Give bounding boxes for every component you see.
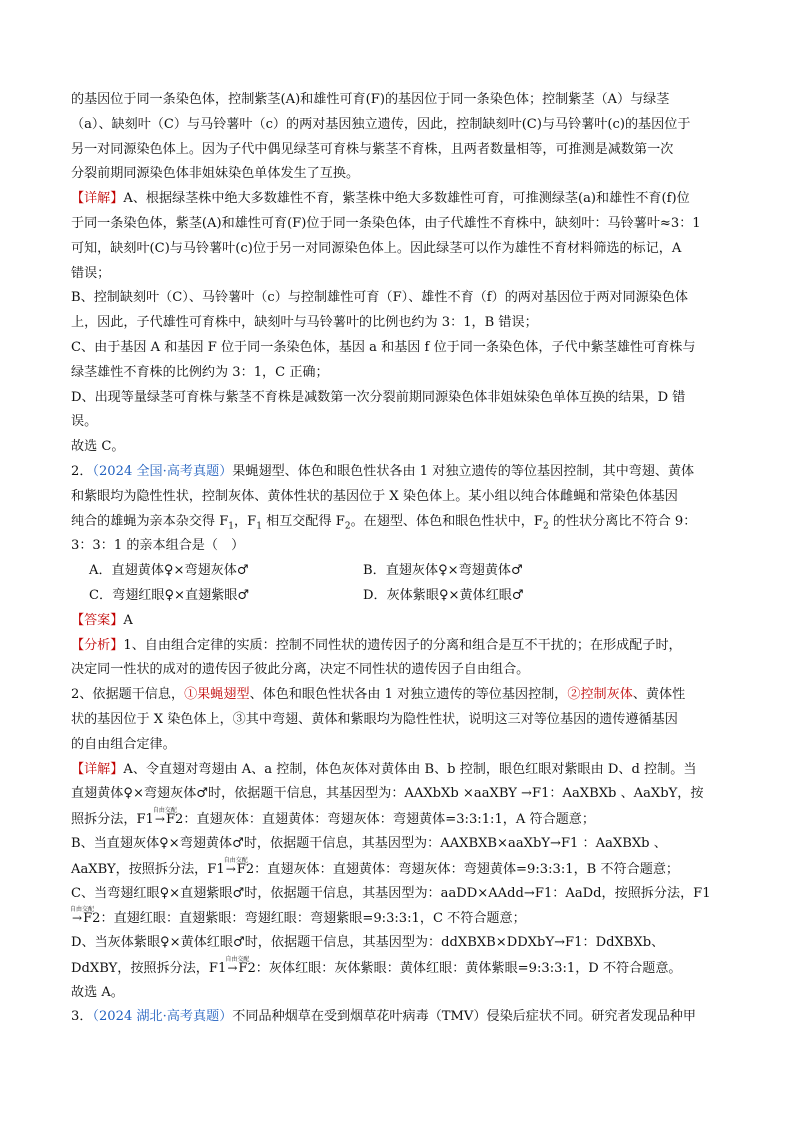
analysis-line: 决定同一性状的成对的遗传因子彼此分离，决定不同性状的遗传因子自由组合。 xyxy=(71,662,530,678)
text-line: （a）、缺刻叶（C）与马铃薯叶（c）的两对基因独立遗传，因此，控制缺刻叶(C)与马铃薯叶(c)的基因位于 xyxy=(71,116,691,132)
text-line: 的基因位于同一条染色体，控制紫茎(A)和雄性可育(F)的基因位于同一条染色体；控制紫茎（A）与绿茎 xyxy=(71,92,670,107)
analysis-line: 的自由组合定律。 xyxy=(71,736,176,752)
question-2-line: 纯合的雄蝇为亲本杂交得 $F_1$，$F_1$ 相互交配得 $F_2$。在翅型、体色和眼色性状中，$F_2$ 的性状分离比不符合 9： xyxy=(71,513,697,532)
options-row xyxy=(71,559,723,584)
text-line: 分裂前期同源染色体非姐妹染色单体发生了互换。 xyxy=(71,166,360,182)
detail-line: B、控制缺刻叶（C）、马铃薯叶（c）与控制雄性可育（F）、雄性不育（f）的两对基因位于两对同源染色体 xyxy=(71,290,689,306)
analysis-line: 2、依据题干信息，①果蝇翅型、体色和眼色性状各由 1 对独立遗传的等位基因控制，②控制灰体、黄体性 xyxy=(71,687,686,703)
text-line: 另一对同源染色体上。因为子代中偶见绿茎可育株与紫茎不育株，且两者数量相等，可推测是减数第一次 xyxy=(71,141,674,157)
detail-line: AaXBY，按照拆分法，F1 自由交配 →F2：直翅灰体：直翅黄体：弯翅灰体：弯翅黄体=9:3:3:1，B 不符合题意； xyxy=(71,857,723,882)
detail-line: 故选 A。 xyxy=(71,984,124,1000)
detail-line: 故选 C。 xyxy=(71,439,125,455)
detail-line: 误。 xyxy=(71,414,98,430)
arrow-icon: 自由交配 → xyxy=(152,807,177,827)
detail-tag: 【详解】 xyxy=(71,191,124,207)
question-number: 2． xyxy=(71,463,93,479)
question-2-line: 3：3：1 的亲本组合是（ ） xyxy=(71,538,245,554)
detail-line: C、由于基因 A 和基因 F 位于同一条染色体，基因 a 和基因 f 位于同一条染色体，子代中紫茎雄性可育株与 xyxy=(71,339,696,355)
question-2-line: 2．（2024 全国·高考真题）果蝇翅型、体色和眼色性状各由 1 对独立遗传的等位基因控制，其中弯翅、黄体 xyxy=(71,463,695,479)
options-row xyxy=(71,584,723,609)
question-2-line: 和紫眼均为隐性性状，控制灰体、黄体性状的基因位于 X 染色体上。某小组以纯合体雌蝇和常染色体基因 xyxy=(71,488,678,504)
question-source: （2024 湖北·高考真题） xyxy=(92,1009,233,1025)
arrow-icon: 自由交配 → xyxy=(223,856,248,876)
question-source: （2024 全国·高考真题） xyxy=(92,463,233,479)
detail-line: B、当直翅灰体♀×弯翅黄体♂时，依据题干信息，其基因型为：AAXBXB×aaXbY→F1 ：AaXBXb 、 xyxy=(71,835,667,851)
analysis-line: 状的基因位于 X 染色体上，③其中弯翅、黄体和紫眼均为隐性性状，说明这三对等位基因的遗传遵循基因 xyxy=(71,711,678,727)
option-c: C．弯翅红眼♀×直翅紫眼♂ xyxy=(89,587,250,603)
detail-tag: 【详解】 xyxy=(71,761,124,777)
option-a: A．直翅黄体♀×弯翅灰体♂ xyxy=(89,563,249,579)
detail-line: 照拆分法，F1 自由交配 →F2：直翅灰体：直翅黄体：弯翅灰体：弯翅黄体=3:3:1:1，A 符合题意； xyxy=(71,807,723,832)
detail-line: 直翅黄体♀×弯翅灰体♂时，依据题干信息，其基因型为：AAXbXb ×aaXBY →F1：AaXBXb 、AaXbY，按 xyxy=(71,786,704,802)
detail-line: 错误； xyxy=(71,265,111,281)
detail-line: D、当灰体紫眼♀×黄体红眼♂时，依据题干信息，其基因型为：ddXBXB×DDXbY→F1：DdXBXb、 xyxy=(71,935,665,951)
option-d: D．灰体紫眼♀×黄体红眼♂ xyxy=(363,587,524,603)
answer-tag: 【答案】 xyxy=(71,612,124,628)
detail-line: 可知，缺刻叶(C)与马铃薯叶(c)位于另一对同源染色体上。因此绿茎可以作为雄性不育材料筛选的标记，A xyxy=(71,240,682,256)
detail-line: DdXBY，按照拆分法，F1 自由交配 →F2：灰体红眼：灰体紫眼：黄体红眼：黄体紫眼=9:3:3:1，D 不符合题意。 xyxy=(71,956,723,981)
detail-line: C、当弯翅红眼♀×直翅紫眼♂时，依据题干信息，其基因型为：aaDD×AAdd→F1：AaDd，按照拆分法，F1 xyxy=(71,885,711,901)
detail-line: 【详解】A、根据绿茎株中绝大多数雄性不育，紫茎株中绝大多数雄性可育，可推测绿茎(a)和雄性不育(f)位 xyxy=(71,191,690,207)
document-page xyxy=(71,88,723,1030)
analysis-line: 【分析】1、自由组合定律的实质：控制不同性状的遗传因子的分离和组合是互不干扰的；在形成配子时， xyxy=(71,637,682,653)
arrow-icon: 自由交配 → xyxy=(225,955,250,975)
detail-line: 绿茎雄性不育株的比例约为 3：1，C 正确； xyxy=(71,364,329,380)
question-3-line: 3．（2024 湖北·高考真题）不同品种烟草在受到烟草花叶病毒（TMV）侵染后症状不同。研究者发现品种甲 xyxy=(71,1009,696,1025)
question-number: 3． xyxy=(71,1009,93,1025)
option-b: B．直翅灰体♀×弯翅黄体♂ xyxy=(363,563,523,579)
detail-line: 【详解】A、令直翅对弯翅由 A、a 控制，体色灰体对黄体由 B、b 控制，眼色红眼对紫眼由 D、d 控制。当 xyxy=(71,761,697,777)
answer-value: A xyxy=(123,612,133,628)
detail-line: 自由交配 →F2：直翅红眼：直翅紫眼：弯翅红眼：弯翅紫眼=9:3:3:1，C 不符合题意； xyxy=(71,906,723,931)
answer-line xyxy=(71,609,723,634)
analysis-tag: 【分析】 xyxy=(71,637,124,653)
detail-line: 于同一条染色体，紫茎(A)和雄性可育(F)位于同一条染色体，由子代雄性不育株中，缺刻叶：马铃薯叶≈3：1 xyxy=(71,215,701,231)
detail-line: 上，因此，子代雄性可育株中，缺刻叶与马铃薯叶的比例也约为 3：1，B 错误； xyxy=(71,315,538,331)
arrow-icon: 自由交配 → xyxy=(70,906,95,926)
detail-line: D、出现等量绿茎可育株与紫茎不育株是减数第一次分裂前期同源染色体非姐妹染色单体互换的结果，D 错 xyxy=(71,389,686,405)
